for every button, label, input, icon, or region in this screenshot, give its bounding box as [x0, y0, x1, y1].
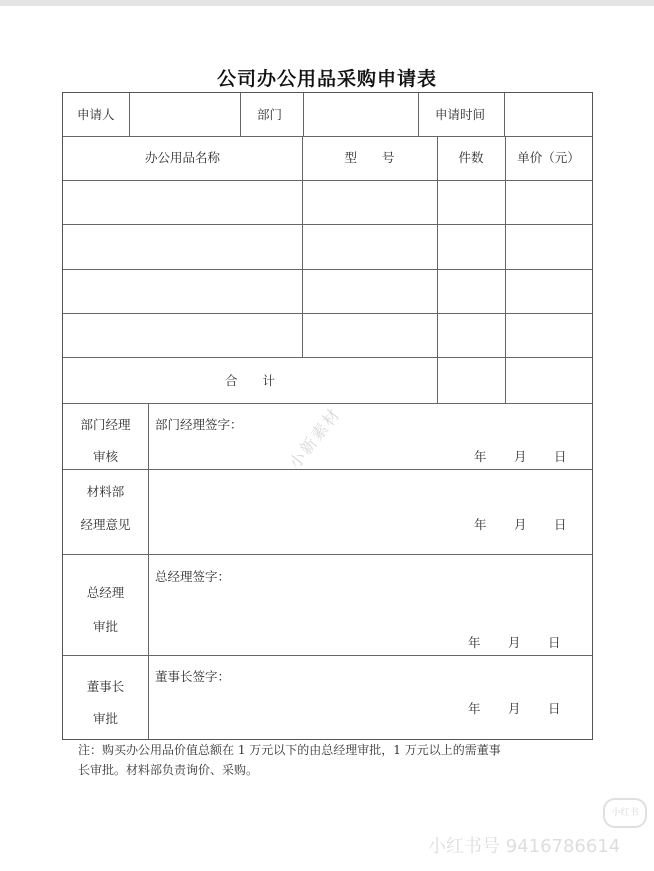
- rule-materials-bottom: [63, 554, 592, 555]
- chairman-day: 日: [548, 701, 561, 716]
- rule-h-v2: [240, 93, 241, 136]
- column-unit-price: 单价（元）: [517, 150, 580, 165]
- rule-h-v3: [303, 93, 304, 136]
- materials-month: 月: [514, 517, 527, 532]
- materials-label-1: 材料部: [86, 484, 125, 499]
- chairman-year: 年: [468, 701, 481, 716]
- column-model: 型 号: [344, 150, 395, 165]
- rule-row2-bottom: [63, 269, 592, 270]
- chairman-signature-label: 董事长签字：: [155, 669, 231, 684]
- gm-label-2: 审批: [92, 619, 118, 634]
- materials-day: 日: [554, 517, 567, 532]
- diagonal-watermark: 小新素材: [285, 403, 345, 473]
- total-label: 合 计: [224, 373, 275, 388]
- footnote-line-1: 注：购买办公用品价值总额在 1 万元以下的由总经理审批，1 万元以上的需董事: [78, 743, 501, 757]
- rule-row1-bottom: [63, 224, 592, 225]
- materials-label-2: 经理意见: [80, 517, 131, 532]
- rule-row4-bottom: [63, 357, 592, 358]
- column-item-name: 办公用品名称: [144, 150, 220, 165]
- rule-h-v5: [504, 93, 505, 136]
- dept-manager-signature-label: 部门经理签字：: [155, 417, 243, 432]
- rule-approval-label: [148, 403, 149, 739]
- rule-dept-bottom: [63, 469, 592, 470]
- dept-manager-year: 年: [474, 449, 487, 464]
- rule-model-qty: [437, 136, 438, 403]
- form-title: 公司办公用品采购申请表: [216, 68, 437, 90]
- chairman-label-2: 审批: [92, 711, 118, 726]
- footnote: [78, 740, 578, 780]
- dept-manager-label-2: 审核: [92, 449, 118, 464]
- dept-manager-day: 日: [554, 449, 567, 464]
- gm-signature-label: 总经理签字：: [155, 569, 231, 584]
- footer-watermark: 小红书号 9416786614: [428, 836, 621, 857]
- rule-header-bottom: [63, 136, 592, 137]
- rule-qty-price: [505, 136, 506, 403]
- dept-manager-label-1: 部门经理: [80, 417, 131, 432]
- applicant-label: 申请人: [77, 107, 115, 122]
- materials-year: 年: [474, 517, 487, 532]
- department-label: 部门: [257, 107, 283, 122]
- date-label: 申请时间: [435, 107, 486, 122]
- top-edge-bar: [0, 0, 654, 6]
- rule-gm-bottom: [63, 655, 592, 656]
- rule-row3-bottom: [63, 313, 592, 314]
- rule-h-v4: [418, 93, 419, 136]
- rule-name-model: [302, 136, 303, 357]
- rule-h-v1: [129, 93, 130, 136]
- gm-year: 年: [468, 635, 481, 650]
- chairman-label-1: 董事长: [86, 679, 125, 694]
- chairman-month: 月: [508, 701, 521, 716]
- dept-manager-month: 月: [514, 449, 527, 464]
- footnote-line-2: 长审批。材料部负责询价、采购。: [78, 763, 259, 777]
- xiaohongshu-logo-icon: 小红书: [603, 798, 647, 828]
- rule-columns-bottom: [63, 180, 592, 181]
- gm-label-1: 总经理: [86, 585, 125, 600]
- gm-day: 日: [548, 635, 561, 650]
- gm-month: 月: [508, 635, 521, 650]
- column-quantity: 件数: [458, 150, 484, 165]
